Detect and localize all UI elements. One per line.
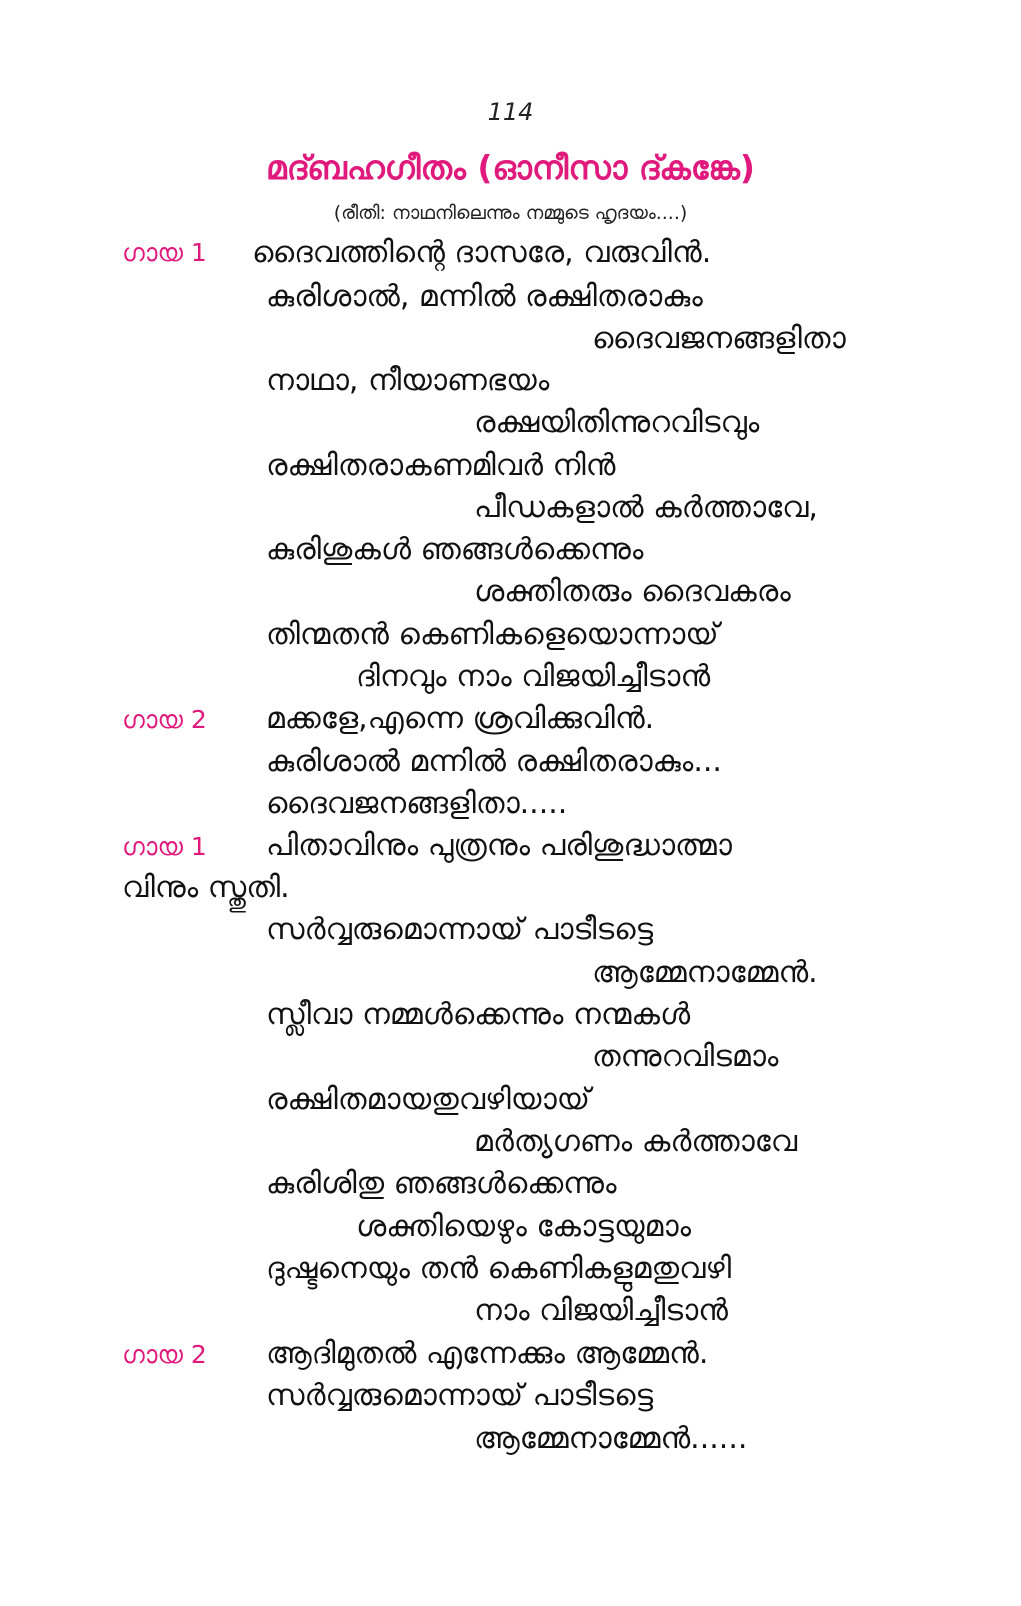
verse-line: മർത്യഗണം കർത്താവേ xyxy=(474,1124,798,1159)
verse-line: തിന്മതൻ കെണികളെയൊന്നായ് xyxy=(266,617,719,652)
speaker-label: ഗായ 1 xyxy=(122,832,207,861)
verse-line: വിനും സ്തുതി. xyxy=(122,870,290,905)
verse-line: കുരിശിതു ഞങ്ങൾക്കെന്നും xyxy=(266,1166,617,1201)
verse-line: ശക്തിതരും ദൈവകരം xyxy=(474,574,791,609)
verse-line: ആമ്മേനാമ്മേൻ. xyxy=(592,955,818,990)
verse-line: നാം വിജയിച്ചീടാൻ xyxy=(474,1293,729,1328)
verse-line: ദൈവജനങ്ങളിതാ..... xyxy=(266,786,568,821)
verse-line: ദുഷ്ടനെയും തൻ കെണികളുമതുവഴി xyxy=(266,1251,732,1286)
verse-line: രക്ഷിതരാകണമിവർ നിൻ xyxy=(266,448,616,483)
verse-line: ശക്തിയെഴും കോട്ടയുമാം xyxy=(356,1209,692,1244)
page-number: 114 xyxy=(487,98,534,126)
verse-line: കുരിശാൽ, മന്നിൽ രക്ഷിതരാകും xyxy=(266,279,703,314)
verse-line: പീഡകളാൽ കർത്താവേ, xyxy=(474,490,818,525)
verse-line: ദിനവും നാം വിജയിച്ചീടാൻ xyxy=(356,659,711,694)
speaker-label: ഗായ 2 xyxy=(122,705,207,734)
verse-line: രക്ഷിതമായതുവഴിയായ് xyxy=(266,1082,590,1117)
verse-line: സ്ലീവാ നമ്മൾക്കെന്നും നന്മകൾ xyxy=(266,997,691,1032)
verse-line: രക്ഷയിതിന്നുറവിടവും xyxy=(474,405,760,440)
tune-note: (രീതി: നാഥനിലെന്നും നമ്മുടെ ഹൃദയം....) xyxy=(333,202,688,224)
verse-line: കുരിശുകൾ ഞങ്ങൾക്കെന്നും xyxy=(266,532,644,567)
verse-line: സർവ്വരുമൊന്നായ് പാടീടട്ടെ xyxy=(266,1378,654,1413)
speaker-label: ഗായ 1 xyxy=(122,238,207,267)
verse-line: ദൈവത്തിന്റെ ദാസരേ, വരുവിൻ. xyxy=(252,235,712,270)
speaker-label: ഗായ 2 xyxy=(122,1340,207,1369)
verse-line: ദൈവജനങ്ങളിതാ xyxy=(592,321,846,356)
verse-line: സർവ്വരുമൊന്നായ് പാടീടട്ടെ xyxy=(266,912,654,947)
verse-line: ആമ്മേനാമ്മേൻ...... xyxy=(474,1421,748,1456)
verse-line: മക്കളേ,എന്നെ ശ്രവിക്കുവിൻ. xyxy=(266,701,655,736)
verse-line: തന്നുറവിടമാം xyxy=(592,1039,779,1074)
hymn-title: മദ്ബഹഗീതം (ഓനീസാ ദ്കങ്കേ) xyxy=(266,148,755,187)
verse-line: ആദിമുതൽ എന്നേക്കും ആമ്മേൻ. xyxy=(266,1336,709,1371)
verse-line: നാഥാ, നീയാണഭയം xyxy=(266,363,550,398)
verse-line: പിതാവിനും പുത്രനും പരിശുദ്ധാത്മാ xyxy=(266,828,732,863)
verse-line: കുരിശാൽ മന്നിൽ രക്ഷിതരാകും... xyxy=(266,744,722,779)
